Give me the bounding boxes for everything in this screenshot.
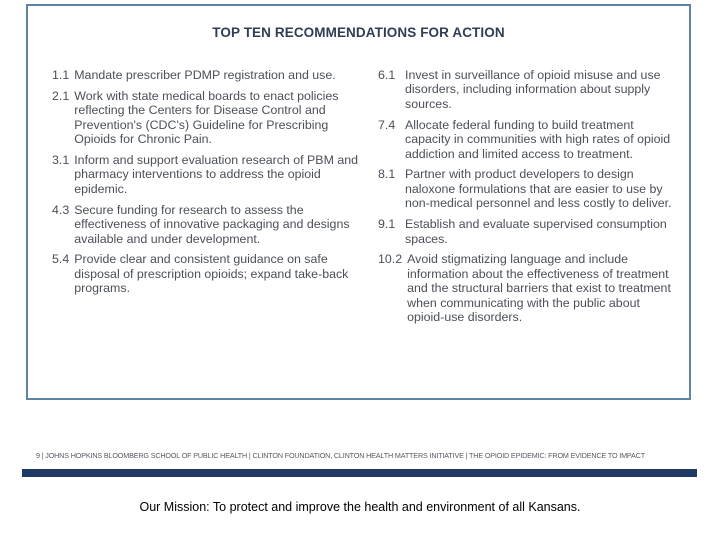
- recommendation-item: [52, 252, 362, 295]
- recommendation-item: [52, 68, 362, 82]
- recommendation-item: [378, 167, 678, 210]
- recommendation-number: 7.4: [378, 117, 396, 132]
- recommendation-item: [378, 217, 678, 246]
- recommendation-number: 8.1: [378, 167, 396, 182]
- recommendation-number: 9.1: [378, 217, 396, 232]
- right-column: [378, 68, 678, 331]
- recommendation-text: Allocate federal funding to build treatment capacity in communities with high rates of opioid addiction and limited access to treatment.: [405, 117, 671, 161]
- recommendation-text: Establish and evaluate supervised consumption spaces.: [405, 217, 667, 246]
- recommendations-panel: [26, 4, 691, 400]
- recommendation-text: Invest in surveillance of opioid misuse and use disorders, including information about supply sources.: [405, 68, 661, 111]
- recommendation-number: 2.1: [52, 88, 70, 103]
- left-column: [52, 68, 362, 302]
- recommendation-number: 10.2: [378, 252, 403, 267]
- recommendation-item: [52, 153, 362, 196]
- recommendation-number: 1.1: [52, 68, 70, 82]
- mission-statement: Our Mission: To protect and improve the health and environment of all Kansans.: [139, 500, 581, 514]
- recommendation-text: Work with state medical boards to enact policies reflecting the Centers for Disease Control and Prevention's (CDC's) Guideline for Prescribing Opioids for Chronic Pain.: [74, 88, 339, 147]
- source-footer: 9 | JOHNS HOPKINS BLOOMBERG SCHOOL OF PUBLIC HEALTH | CLINTON FOUNDATION, CLINTON HEALTH MATTERS INITIATIVE | THE OPIOID EPIDEMIC: FROM EVIDENCE TO IMPACT: [36, 451, 645, 460]
- recommendation-text: Avoid stigmatizing language and include information about the effectiveness of treatment and the structural barriers that exist to treatment when communicating with the public about opioid-use disorders.: [407, 252, 671, 325]
- recommendation-number: 5.4: [52, 252, 70, 267]
- recommendation-text: Inform and support evaluation research of PBM and pharmacy interventions to address the opioid epidemic.: [74, 153, 359, 196]
- recommendation-text: Provide clear and consistent guidance on safe disposal of prescription opioids; expand take-back programs.: [74, 252, 349, 296]
- recommendation-number: 6.1: [378, 68, 396, 82]
- footer-divider-bar: [22, 469, 697, 477]
- recommendation-text: Mandate prescriber PDMP registration and use.: [74, 68, 336, 82]
- recommendation-item: [378, 252, 678, 324]
- recommendation-number: 4.3: [52, 202, 70, 217]
- panel-title: TOP TEN RECOMMENDATIONS FOR ACTION: [212, 25, 505, 40]
- recommendation-item: [52, 89, 362, 147]
- recommendation-number: 3.1: [52, 153, 70, 168]
- recommendation-item: [52, 203, 362, 246]
- recommendation-text: Secure funding for research to assess the effectiveness of innovative packaging and designs available and under development.: [74, 202, 350, 246]
- recommendation-item: [378, 118, 678, 161]
- recommendation-text: Partner with product developers to design naloxone formulations that are easier to use by non-medical personnel and less costly to deliver.: [405, 167, 672, 211]
- recommendation-item: [378, 68, 678, 111]
